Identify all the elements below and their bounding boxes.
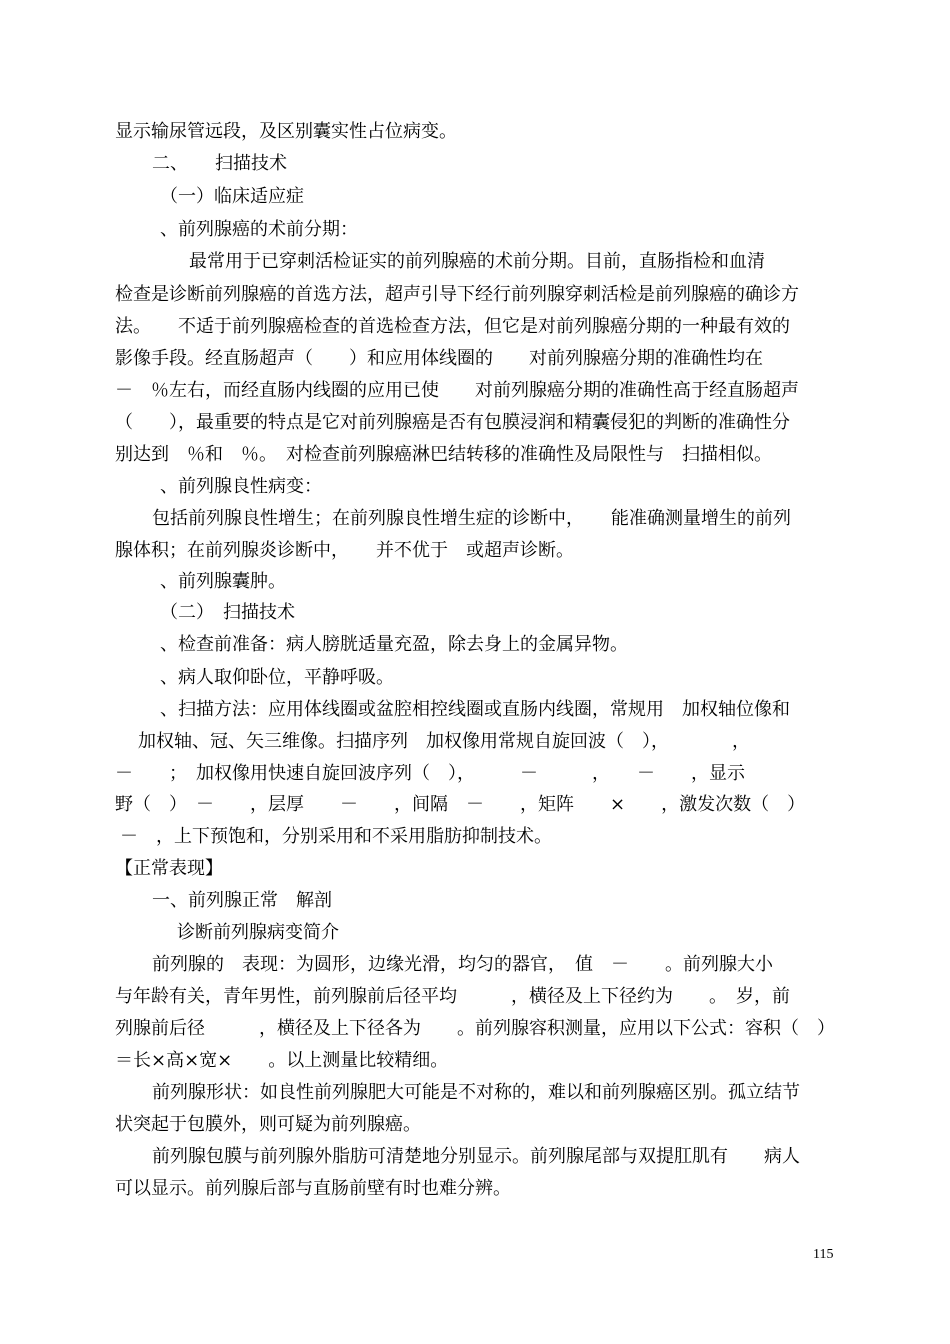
text-line: 前列腺的 表现：为圆形，边缘光滑，均匀的器官， 值 － 。前列腺大小 (152, 954, 773, 975)
text-line: 检查是诊断前列腺癌的首选方法，超声引导下经行前列腺穿刺活检是前列腺癌的确诊方 (115, 284, 799, 305)
page-number: 115 (813, 1247, 834, 1262)
text-line: ＝长×高×宽× 。以上测量比较精细。 (115, 1050, 449, 1071)
section-heading: 一、前列腺正常 解剖 (152, 890, 332, 911)
subsection-heading: 诊断前列腺病变简介 (177, 922, 339, 943)
text-line: 腺体积；在前列腺炎诊断中， 并不优于 或超声诊断。 (115, 540, 574, 561)
text-line: － ； 加权像用快速自旋回波序列（ ）， － ， － ，显示 (115, 763, 745, 784)
text-line: 列腺前后径 ，横径及上下径各为 。前列腺容积测量，应用以下公式：容积（ ） (115, 1018, 835, 1039)
list-item: 、检查前准备：病人膀胱适量充盈，除去身上的金属异物。 (160, 634, 628, 655)
text-line: 与年龄有关，青年男性，前列腺前后径平均 ，横径及上下径约为 。 岁，前 (115, 986, 790, 1007)
subsection-heading: （二） 扫描技术 (160, 602, 295, 623)
subsection-heading: （一）临床适应症 (160, 186, 304, 207)
text-line: 前列腺形状：如良性前列腺肥大可能是不对称的，难以和前列腺癌区别。孤立结节 (152, 1082, 800, 1103)
text-line: 别达到 ％和 ％。 对检查前列腺癌淋巴结转移的准确性及局限性与 扫描相似。 (115, 444, 772, 465)
section-heading: 【正常表现】 (115, 858, 223, 879)
text-line: 前列腺包膜与前列腺外脂肪可清楚地分别显示。前列腺尾部与双提肛肌有 病人 (152, 1146, 800, 1167)
text-line: 状突起于包膜外，则可疑为前列腺癌。 (115, 1114, 421, 1135)
list-item: 、扫描方法：应用体线圈或盆腔相控线圈或直肠内线圈，常规用 加权轴位像和 (160, 699, 790, 720)
text-line: 显示输尿管远段，及区别囊实性占位病变。 (115, 121, 457, 142)
text-line: － ，上下预饱和，分别采用和不采用脂肪抑制技术。 (120, 826, 552, 847)
list-item: 、病人取仰卧位，平静呼吸。 (160, 667, 394, 688)
text-line: 法。 不适于前列腺癌检查的首选检查方法，但它是对前列腺癌分期的一种最有效的 (115, 316, 790, 337)
text-line: 最常用于已穿刺活检证实的前列腺癌的术前分期。目前，直肠指检和血清 (189, 251, 765, 272)
text-line: 包括前列腺良性增生；在前列腺良性增生症的诊断中， 能准确测量增生的前列 (152, 508, 791, 529)
text-line: 野（ ） － ，层厚 － ，间隔 － ，矩阵 × ，激发次数（ ） (115, 794, 806, 815)
section-heading: 二、 扫描技术 (152, 153, 287, 174)
text-line: － ％左右，而经直肠内线圈的应用已使 对前列腺癌分期的准确性高于经直肠超声 (115, 380, 799, 401)
list-item: 、前列腺癌的术前分期： (160, 219, 358, 240)
text-line: 影像手段。经直肠超声（ ）和应用体线圈的 对前列腺癌分期的准确性均在 (115, 348, 763, 369)
list-item: 、前列腺囊肿。 (160, 571, 286, 592)
text-line: （ ），最重要的特点是它对前列腺癌是否有包膜浸润和精囊侵犯的判断的准确性分 (115, 412, 790, 433)
text-line: 加权轴、冠、矢三维像。扫描序列 加权像用常规自旋回波（ ）， ， (138, 731, 750, 752)
text-line: 可以显示。前列腺后部与直肠前壁有时也难分辨。 (115, 1178, 511, 1199)
list-item: 、前列腺良性病变： (160, 476, 322, 497)
